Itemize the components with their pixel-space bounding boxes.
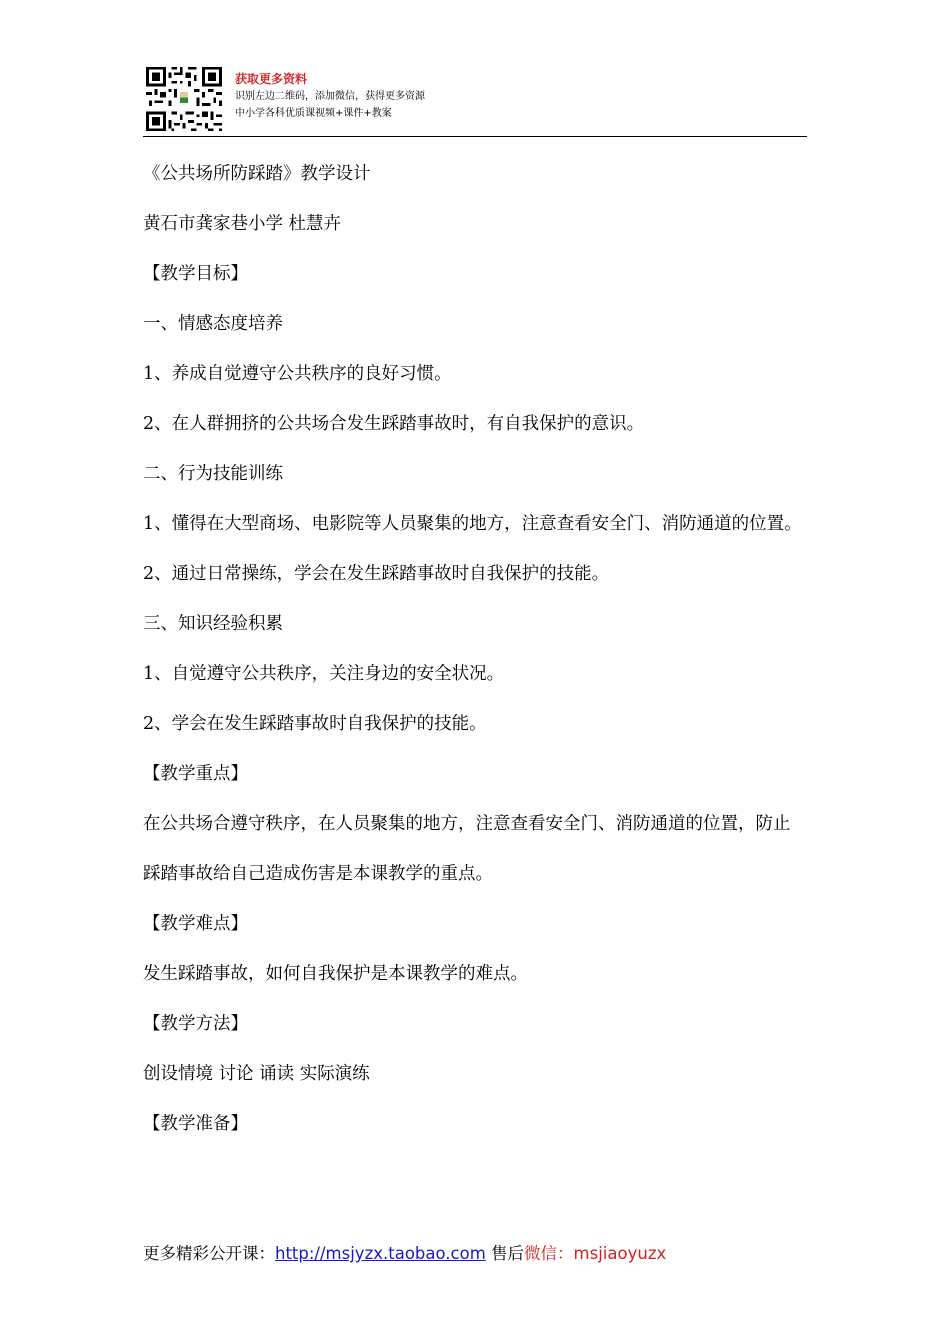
wechat-id: msjiaoyuzx: [573, 1244, 667, 1263]
document-body: [143, 152, 807, 1152]
list-item: [143, 652, 807, 702]
difficulty-heading: 【教学难点】: [143, 914, 248, 934]
footer-prefix: 更多精彩公开课：: [143, 1244, 275, 1263]
key-points-text: 在公共场合遵守秩序，在人员聚集的地方，注意查看安全门、消防通道的位置，防止踩踏事故给自己造成伤害是本课教学的重点。: [143, 814, 791, 884]
author-line: 黄石市龚家巷小学 杜慧卉: [143, 214, 342, 234]
method-heading: 【教学方法】: [143, 1014, 248, 1034]
method-text: 创设情境 讨论 诵读 实际演练: [143, 1064, 370, 1084]
wechat-label: 微信：: [524, 1244, 574, 1263]
store-link[interactable]: http://msjyzx.taobao.com: [275, 1244, 486, 1263]
after-sales-label: 售后: [485, 1244, 525, 1263]
list-item: [143, 352, 807, 402]
item-text: 养成自觉遵守公共秩序的良好习惯。: [171, 364, 452, 384]
section-heading: 二、行为技能训练: [143, 464, 283, 484]
preparation-heading: 【教学准备】: [143, 1114, 248, 1134]
item-number: 1、: [143, 364, 172, 384]
item-text: 自觉遵守公共秩序，关注身边的安全状况。: [171, 664, 505, 684]
list-item: [143, 702, 807, 752]
item-text: 在人群拥挤的公共场合发生踩踏事故时，有自我保护的意识。: [171, 414, 645, 434]
item-number: 2、: [143, 414, 172, 434]
qr-code-icon[interactable]: [143, 64, 225, 134]
header-line-2: 中小学各科优质课视频+课件+教案: [235, 108, 392, 119]
list-item: [143, 499, 807, 549]
document-title: 《公共场所防踩踏》教学设计: [143, 164, 371, 184]
goals-heading: 【教学目标】: [143, 264, 248, 284]
list-item: [143, 552, 807, 602]
item-text: 懂得在大型商场、电影院等人员聚集的地方，注意查看安全门、消防通道的位置。: [171, 514, 802, 534]
difficulty-text: 发生踩踏事故，如何自我保护是本课教学的难点。: [143, 964, 528, 984]
item-text: 通过日常操练，学会在发生踩踏事故时自我保护的技能。: [171, 564, 610, 584]
header-line-1: 识别左边二维码，添加微信，获得更多资源: [235, 91, 425, 102]
list-item: [143, 402, 807, 452]
header-title: 获取更多资料: [235, 72, 308, 86]
item-number: 1、: [143, 664, 172, 684]
page-footer: [143, 1240, 666, 1264]
item-number: 1、: [143, 514, 172, 534]
item-number: 2、: [143, 564, 172, 584]
page-header: [143, 64, 807, 137]
header-promo: [235, 70, 425, 122]
item-number: 2、: [143, 714, 172, 734]
section-heading: 一、情感态度培养: [143, 314, 283, 334]
section-heading: 三、知识经验积累: [143, 614, 283, 634]
key-points-heading: 【教学重点】: [143, 764, 248, 784]
item-text: 学会在发生踩踏事故时自我保护的技能。: [171, 714, 487, 734]
